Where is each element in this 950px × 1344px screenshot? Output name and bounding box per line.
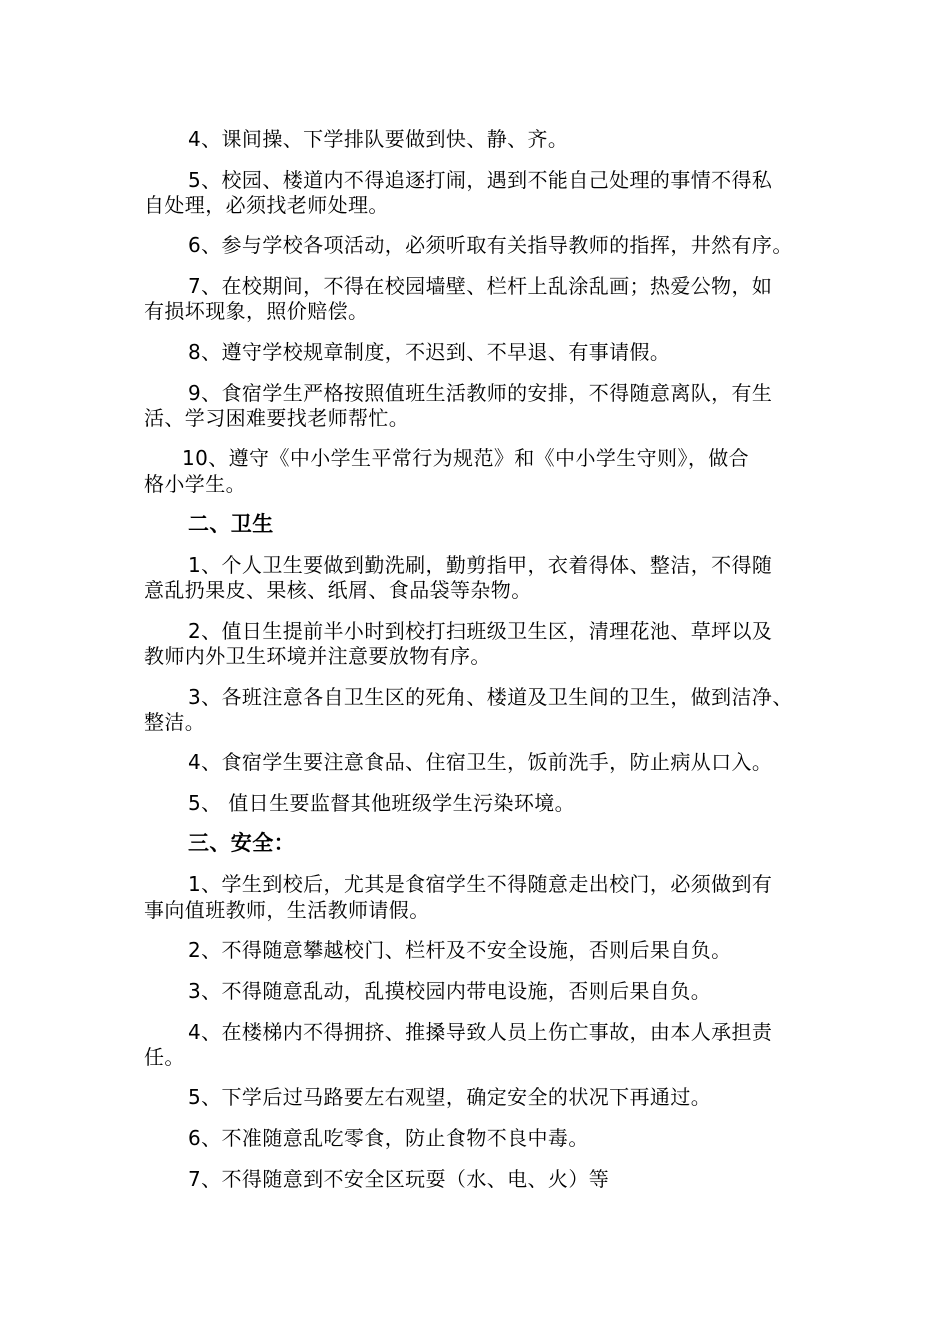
rule-item-7: 7、在校期间，不得在校园墙壁、栏杆上乱涂乱画；热爱公物，如 <box>188 274 773 298</box>
safety-item-1-cont: 事向值班教师，生活教师请假。 <box>144 898 430 922</box>
hygiene-item-1-cont: 意乱扔果皮、果核、纸屑、食品袋等杂物。 <box>144 578 532 602</box>
hygiene-item-3-cont: 整洁。 <box>144 710 206 734</box>
safety-item-4: 4、在楼梯内不得拥挤、推搡导致人员上伤亡事故，由本人承担责 <box>188 1020 773 1044</box>
rule-item-4: 4、课间操、下学排队要做到快、静、齐。 <box>188 127 569 151</box>
rule-item-9: 9、食宿学生严格按照值班生活教师的安排，不得随意离队，有生 <box>188 381 773 405</box>
safety-item-7: 7、不得随意到不安全区玩耍（水、电、火）等 <box>188 1167 610 1191</box>
hygiene-item-3: 3、各班注意各自卫生区的死角、楼道及卫生间的卫生，做到洁净、 <box>188 685 793 709</box>
hygiene-item-1: 1、个人卫生要做到勤洗刷，勤剪指甲，衣着得体、整洁，不得随 <box>188 553 773 577</box>
rule-item-10: 10、遵守《中小学生平常行为规范》和《中小学生守则》，做合 <box>182 446 750 470</box>
safety-item-1: 1、学生到校后，尤其是食宿学生不得随意走出校门，必须做到有 <box>188 872 773 896</box>
safety-item-6: 6、不准随意乱吃零食，防止食物不良中毒。 <box>188 1126 589 1150</box>
hygiene-item-2-cont: 教师内外卫生环境并注意要放物有序。 <box>144 644 491 668</box>
section-heading-hygiene: 二、卫生 <box>188 512 274 536</box>
hygiene-item-5: 5、 值日生要监督其他班级学生污染环境。 <box>188 791 576 815</box>
rule-item-9-cont: 活、学习困难要找老师帮忙。 <box>144 406 410 430</box>
rule-item-5: 5、校园、楼道内不得追逐打闹，遇到不能自己处理的事情不得私 <box>188 168 773 192</box>
hygiene-item-2: 2、值日生提前半小时到校打扫班级卫生区，清理花池、草坪以及 <box>188 619 773 643</box>
safety-item-5: 5、下学后过马路要左右观望，确定安全的状况下再通过。 <box>188 1085 712 1109</box>
safety-item-3: 3、不得随意乱动，乱摸校园内带电设施，否则后果自负。 <box>188 979 712 1003</box>
rule-item-8: 8、遵守学校规章制度，不迟到、不早退、有事请假。 <box>188 340 671 364</box>
rule-item-5-cont: 自处理，必须找老师处理。 <box>144 193 389 217</box>
rule-item-7-cont: 有损坏现象，照价赔偿。 <box>144 299 369 323</box>
hygiene-item-4: 4、食宿学生要注意食品、住宿卫生，饭前洗手，防止病从口入。 <box>188 750 773 774</box>
safety-item-4-cont: 任。 <box>144 1045 185 1069</box>
section-heading-safety: 三、安全： <box>188 831 295 855</box>
rule-item-10-cont: 格小学生。 <box>144 472 246 496</box>
rule-item-6: 6、参与学校各项活动，必须听取有关指导教师的指挥，井然有序。 <box>188 233 793 257</box>
safety-item-2: 2、不得随意攀越校门、栏杆及不安全设施，否则后果自负。 <box>188 938 732 962</box>
